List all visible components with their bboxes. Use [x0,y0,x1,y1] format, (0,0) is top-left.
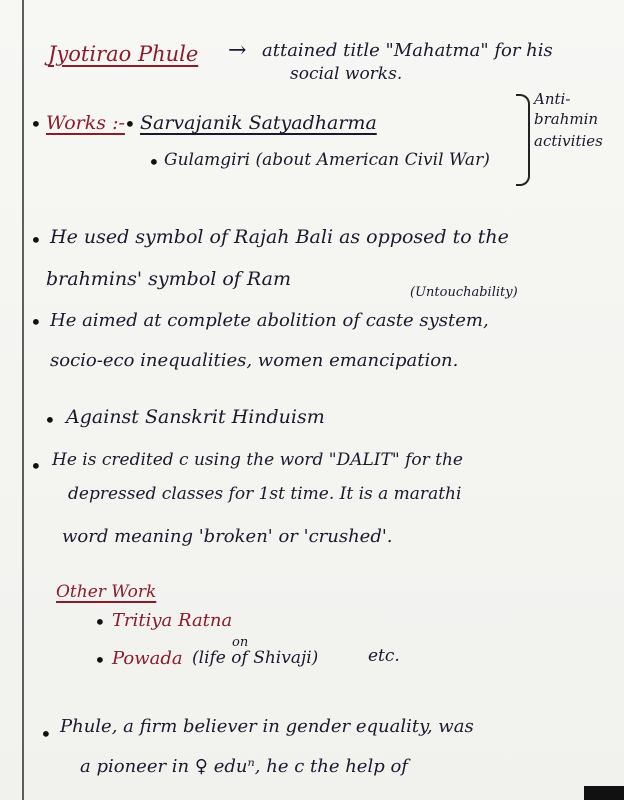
other-work-item-1: Tritiya Ratna [112,610,233,631]
note4-line3: word meaning 'broken' or 'crushed'. [62,526,393,547]
note3-line1: Against Sanskrit Hinduism [66,406,325,428]
note2-line1: He aimed at complete abolition of caste system, [50,310,489,331]
final-note-line2: a pioneer in ♀ eduⁿ, he c the help of [80,756,408,777]
bullet: • [94,610,106,634]
bullet: • [148,150,160,174]
other-work-label: Other Work [56,582,157,602]
bullet: • [30,454,42,478]
side-note-3: activities [534,132,603,150]
bullet: • [44,408,56,432]
works-label: Works :- [46,112,125,134]
page-corner-shadow [584,786,624,800]
side-note-2: brahmin [534,110,599,128]
bullet: • [94,648,106,672]
heading-note-line2: social works. [290,64,403,84]
bullet: • [124,112,136,136]
works-item-2: Gulamgiri (about American Civil War) [164,150,490,170]
heading-note-line1: attained title "Mahatma" for his [262,40,553,61]
other-work-item-2-suffix: etc. [368,646,400,666]
note4-line1: He is credited c using the word "DALIT" for the [52,450,463,470]
works-item-1: Sarvajanik Satyadharma [140,112,377,134]
bullet: • [40,722,52,746]
brace [516,94,530,186]
bullet: • [30,112,42,136]
final-note-line1: Phule, a firm believer in gender equality, was [60,716,474,737]
note2-annotation: (Untouchability) [410,285,518,300]
note1-line1: He used symbol of Rajah Bali as opposed to the [50,226,509,248]
heading-name: Jyotirao Phule [48,42,199,66]
note4-line2: depressed classes for 1st time. It is a marathi [68,484,462,504]
on-annotation: on [232,635,249,650]
other-work-item-2-prefix: Powada [112,648,183,669]
note1-line2: brahmins' symbol of Ram [46,268,291,290]
margin-line [22,0,24,800]
other-work-item-2-note: (life of Shivaji) [192,648,319,668]
bullet: • [30,310,42,334]
side-note-1: Anti- [534,90,571,108]
bullet: • [30,228,42,252]
arrow-icon: → [228,38,247,63]
note2-line2: socio-eco inequalities, women emancipation. [50,350,459,371]
